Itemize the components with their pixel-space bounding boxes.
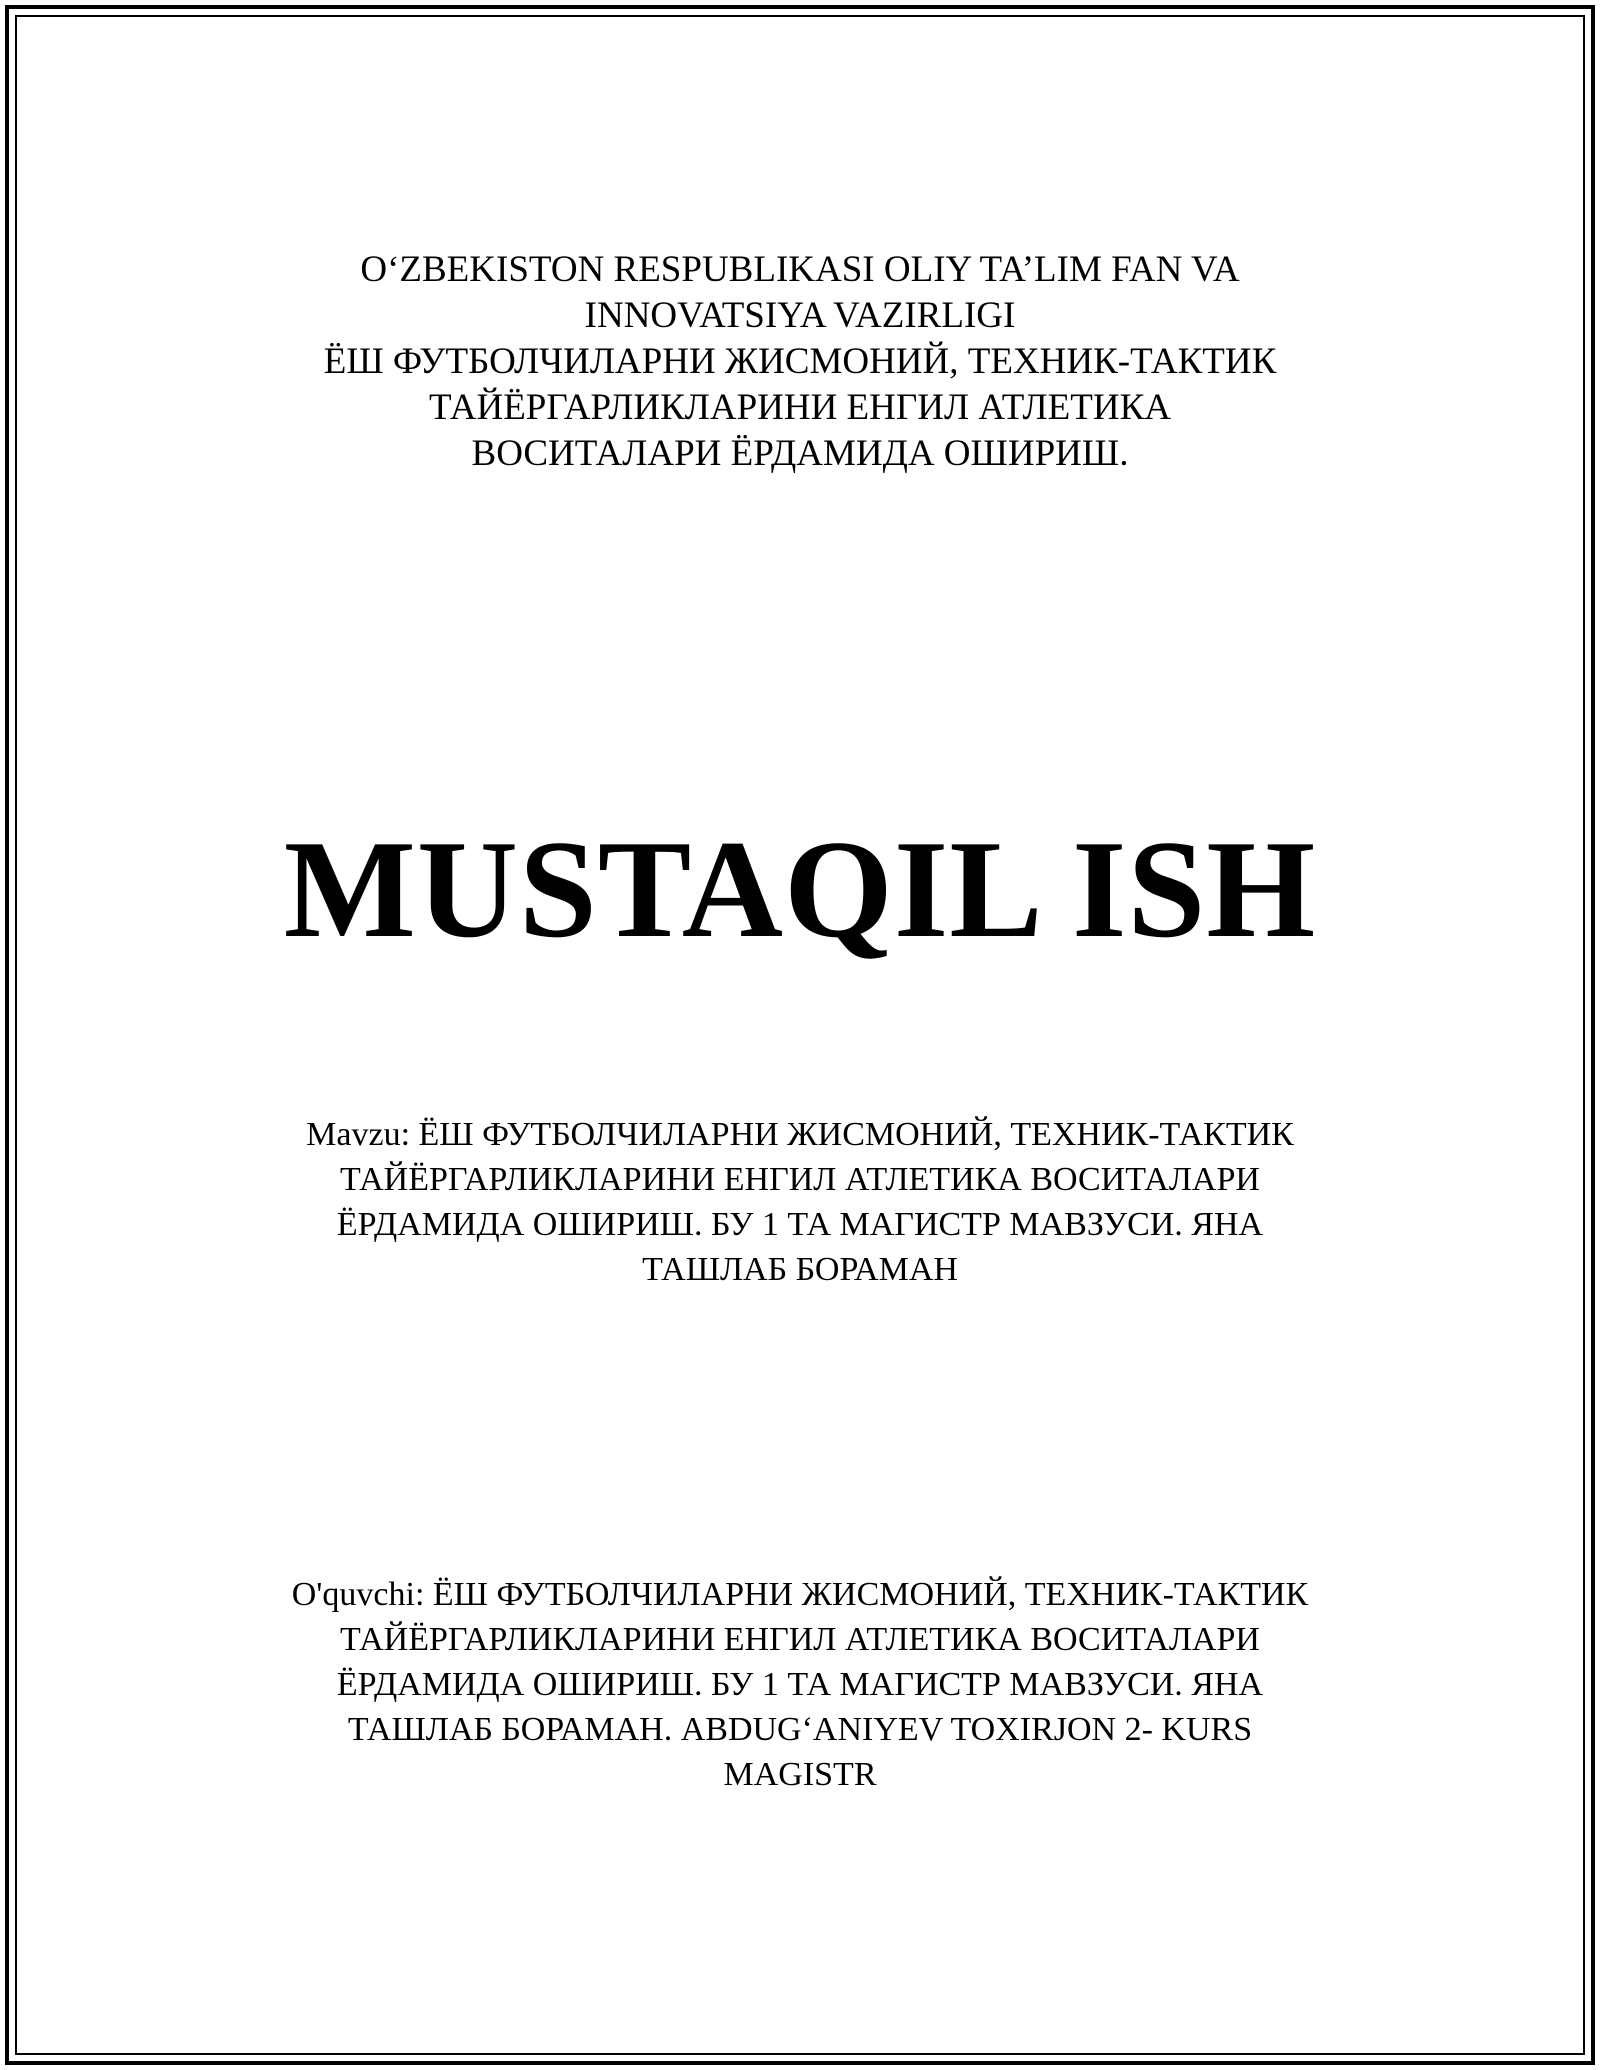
header-line: O‘ZBEKISTON RESPUBLIKASI OLIY TA’LIM FAN VA bbox=[360, 249, 1240, 290]
topic-line: ТАШЛАБ БОРАМАН bbox=[642, 1251, 958, 1288]
header-line: ТАЙЁРГАРЛИКЛАРИНИ ЕНГИЛ АТЛЕТИКА bbox=[429, 387, 1171, 428]
document-title: MUSTAQIL ISH bbox=[283, 812, 1317, 967]
topic-line: ЁРДАМИДА ОШИРИШ. БУ 1 ТА МАГИСТР МАВЗУСИ. ЯНА bbox=[336, 1206, 1264, 1243]
student-section bbox=[0, 1572, 1600, 1797]
student-line: ЁРДАМИДА ОШИРИШ. БУ 1 ТА МАГИСТР МАВЗУСИ. ЯНА bbox=[336, 1666, 1264, 1703]
ministry-header bbox=[0, 247, 1600, 477]
header-line: ЁШ ФУТБОЛЧИЛАРНИ ЖИСМОНИЙ, ТЕХНИК-ТАКТИК bbox=[323, 341, 1277, 382]
topic-section bbox=[0, 1112, 1600, 1292]
student-line: ТАШЛАБ БОРАМАН. ABDUG‘ANIYEV TOXIRJON 2- KURS bbox=[347, 1711, 1253, 1748]
student-line: MAGISTR bbox=[723, 1756, 877, 1793]
student-line: O'quvchi: ЁШ ФУТБОЛЧИЛАРНИ ЖИСМОНИЙ, ТЕХНИК-ТАКТИК bbox=[291, 1576, 1309, 1613]
header-line: INNOVATSIYA VAZIRLIGI bbox=[584, 295, 1016, 336]
topic-line: ТАЙЁРГАРЛИКЛАРИНИ ЕНГИЛ АТЛЕТИКА ВОСИТАЛАРИ bbox=[340, 1161, 1260, 1198]
topic-line: Mavzu: ЁШ ФУТБОЛЧИЛАРНИ ЖИСМОНИЙ, ТЕХНИК-ТАКТИК bbox=[306, 1116, 1294, 1153]
header-line: ВОСИТАЛАРИ ЁРДАМИДА ОШИРИШ. bbox=[471, 433, 1129, 474]
student-line: ТАЙЁРГАРЛИКЛАРИНИ ЕНГИЛ АТЛЕТИКА ВОСИТАЛАРИ bbox=[340, 1621, 1260, 1658]
